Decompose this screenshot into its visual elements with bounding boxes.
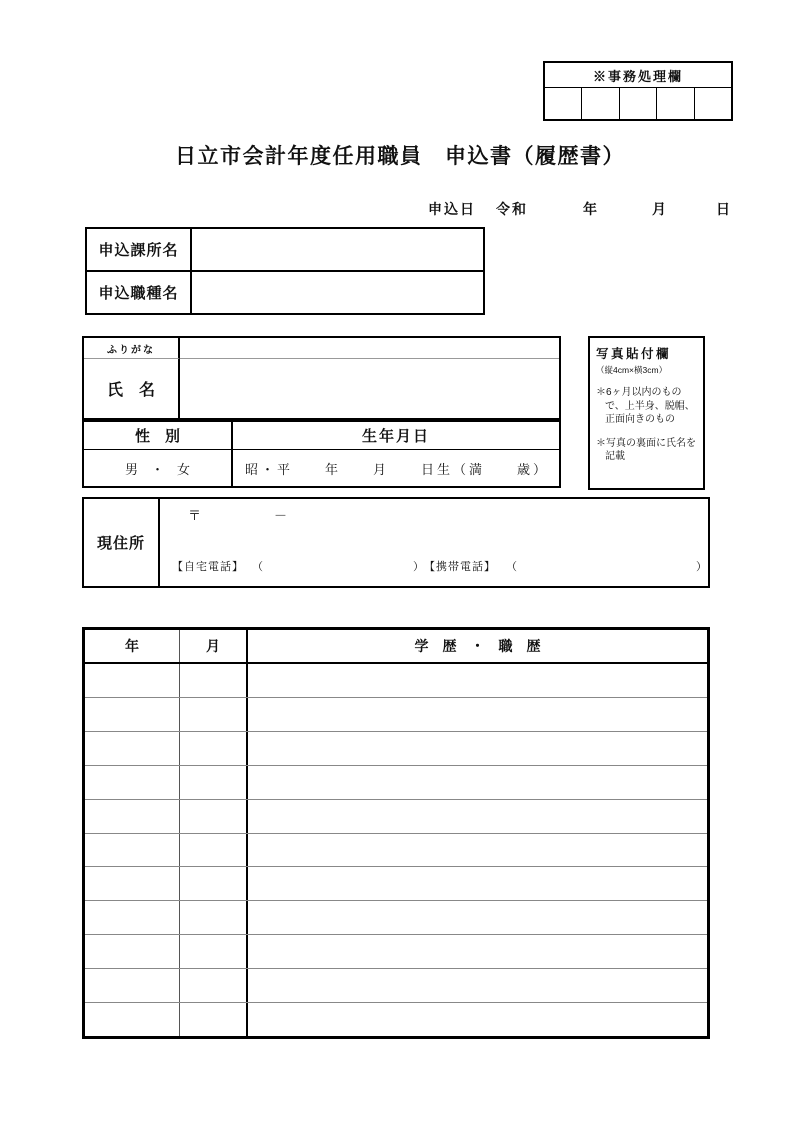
- history-body: [85, 664, 707, 1036]
- history-row: [85, 800, 707, 834]
- history-row: [85, 766, 707, 800]
- photo-note-2: ＊写真の裏面に氏名を記載: [596, 437, 696, 463]
- admin-cell: [545, 88, 582, 120]
- history-content-cell: [248, 867, 707, 900]
- history-content-cell: [248, 1003, 707, 1036]
- admin-cell: [657, 88, 694, 120]
- history-month-cell: [180, 698, 248, 731]
- mobile-phone-paren-close: ）: [696, 561, 708, 573]
- history-row: [85, 867, 707, 901]
- photo-attachment-box: [588, 336, 705, 490]
- sex-options: 男 ・ 女: [84, 450, 233, 486]
- history-content-cell: [248, 732, 707, 765]
- history-year-cell: [85, 766, 180, 799]
- history-month-cell: [180, 766, 248, 799]
- birthdate-header: 生年月日: [233, 422, 559, 450]
- history-table: [82, 627, 710, 1039]
- history-year-cell: [85, 698, 180, 731]
- history-month-cell: [180, 969, 248, 1002]
- page-title: 日立市会計年度任用職員 申込書（履歴書）: [175, 145, 625, 168]
- furigana-field: [180, 338, 559, 359]
- history-content-cell: [248, 800, 707, 833]
- history-row: [85, 664, 707, 698]
- history-row: [85, 732, 707, 766]
- history-content-header: 学 歴 ・ 職 歴: [414, 638, 541, 654]
- history-month-cell: [180, 901, 248, 934]
- history-year-cell: [85, 664, 180, 697]
- history-year-cell: [85, 969, 180, 1002]
- date-label: 申込日: [428, 201, 476, 217]
- postal-separator: －: [274, 508, 288, 523]
- history-year-header: 年: [85, 630, 180, 662]
- history-year-cell: [85, 867, 180, 900]
- history-year-cell: [85, 732, 180, 765]
- history-content-cell: [248, 901, 707, 934]
- photo-size-note: （縦4cm×横3cm）: [596, 364, 668, 375]
- history-content-cell: [248, 664, 707, 697]
- history-month-cell: [180, 800, 248, 833]
- history-year-cell: [85, 1003, 180, 1036]
- history-year-cell: [85, 935, 180, 968]
- admin-cell: [582, 88, 619, 120]
- mobile-phone-label: 【携帯電話】: [424, 561, 496, 573]
- history-content-cell: [248, 698, 707, 731]
- photo-note-1: ＊6ヶ月以内のもので、上半身、脱帽、正面向きのもの: [596, 387, 695, 426]
- admin-cell: [695, 88, 731, 120]
- sex-header: 性 別: [84, 422, 233, 450]
- history-row: [85, 935, 707, 969]
- history-header-row: [85, 630, 707, 664]
- apply-section-field: [192, 229, 483, 270]
- address-table: [82, 497, 710, 588]
- home-phone-paren-close: ）: [413, 561, 425, 573]
- admin-processing-header: ※事務処理欄: [545, 63, 731, 88]
- history-content-cell: [248, 834, 707, 867]
- history-row: [85, 834, 707, 868]
- name-field: [180, 359, 559, 418]
- date-era: 令和: [496, 201, 528, 217]
- address-field: [160, 499, 708, 586]
- history-row: [85, 901, 707, 935]
- history-month-cell: [180, 732, 248, 765]
- history-content-cell: [248, 969, 707, 1002]
- name-label: 氏 名: [84, 359, 180, 418]
- photo-box-title: 写真貼付欄: [596, 347, 672, 361]
- history-content-cell: [248, 766, 707, 799]
- table-row: [87, 270, 483, 313]
- home-phone-paren-open: （: [252, 561, 264, 573]
- date-year-suffix: 年: [583, 201, 599, 217]
- name-table: [82, 336, 561, 420]
- apply-jobtype-label: 申込職種名: [87, 272, 192, 313]
- date-day-suffix: 日: [716, 201, 732, 217]
- furigana-label: ふりがな: [84, 338, 180, 359]
- apply-jobtype-field: [192, 272, 483, 313]
- table-row: [87, 229, 483, 270]
- phone-line: [160, 558, 708, 574]
- history-month-cell: [180, 1003, 248, 1036]
- application-table: [85, 227, 485, 315]
- admin-cells: [545, 88, 731, 120]
- history-month-header: 月: [180, 630, 248, 662]
- date-month-suffix: 月: [652, 201, 668, 217]
- home-phone-label: 【自宅電話】: [172, 561, 244, 573]
- mobile-phone-paren-open: （: [506, 561, 518, 573]
- history-year-cell: [85, 901, 180, 934]
- admin-processing-box: [543, 61, 733, 121]
- birthdate-template: 昭・平 年 月 日生（満 歳）: [245, 461, 550, 477]
- history-month-cell: [180, 935, 248, 968]
- history-row: [85, 969, 707, 1003]
- address-label: 現住所: [84, 499, 160, 586]
- history-content-cell: [248, 935, 707, 968]
- admin-cell: [620, 88, 657, 120]
- history-year-cell: [85, 834, 180, 867]
- history-month-cell: [180, 664, 248, 697]
- history-row: [85, 1003, 707, 1036]
- postal-mark: 〒: [188, 508, 202, 523]
- history-month-cell: [180, 834, 248, 867]
- history-row: [85, 698, 707, 732]
- history-year-cell: [85, 800, 180, 833]
- apply-section-label: 申込課所名: [87, 229, 192, 270]
- sex-birth-table: [82, 420, 561, 488]
- history-month-cell: [180, 867, 248, 900]
